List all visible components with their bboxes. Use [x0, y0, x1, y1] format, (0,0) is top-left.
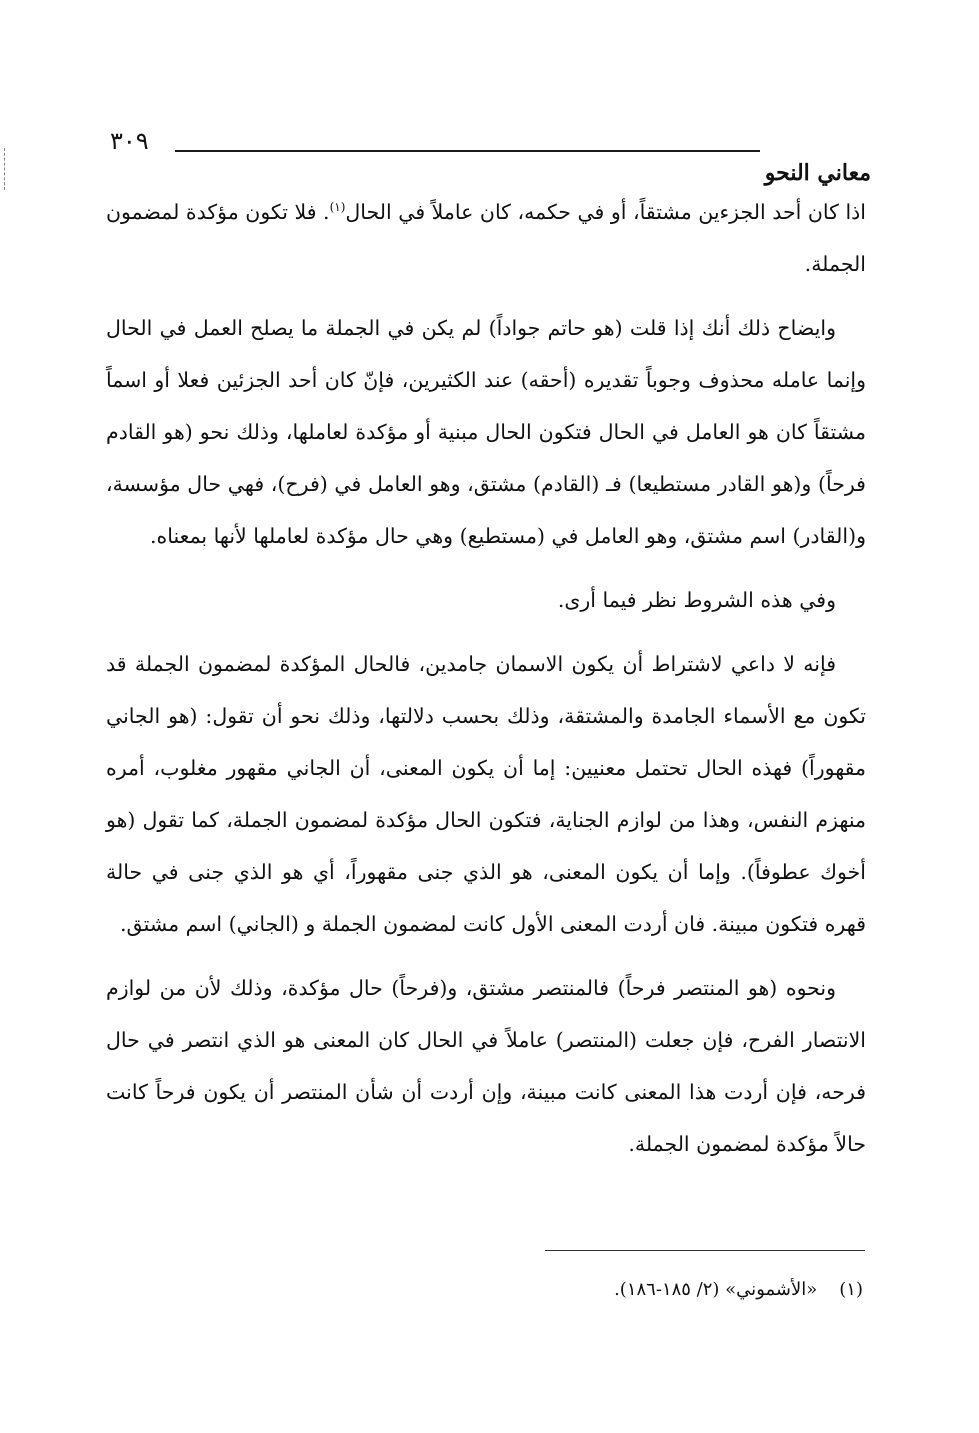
running-head: معاني النحو: [764, 160, 871, 186]
body-text: [106, 186, 866, 1182]
paragraph-2: وايضاح ذلك أنك إذا قلت (هو حاتم جواداً) لم يكن في الجملة ما يصلح العمل في الحال وإنما عامله محذوف وجوباً تقديره (أحقه) عند الكثيرين، فإنّ كان أحد الجزئين فعلا أو اسماً مشتقاً كان هو العامل في الحال فتكون الحال مبنية أو مؤكدة لعاملها، وذلك نحو (هو القادم فرحاً) و(هو القادر مستطيعا) فـ (القادم) مشتق، وهو العامل في (فرح)، فهي حال مؤسسة، و(القادر) اسم مشتق، وهو العامل في (مستطيع) وهي حال مؤكدة لعاملها لأنها بمعناه.: [106, 316, 866, 548]
paragraph-1-text: اذا كان أحد الجزءين مشتقاً، أو في حكمه، كان عاملاً في الحال: [345, 200, 866, 224]
paragraph-5: ونحوه (هو المنتصر فرحاً) فالمنتصر مشتق، و(فرحاً) حال مؤكدة، وذلك لأن من لوازم الانتصار الفرح، فإن جعلت (المنتصر) عاملاً في الحال كان المعنى هو الذي انتصر في حال فرحه، فإن أردت هذا المعنى كانت مبينة، وإن أردت أن شأن المنتصر أن يكون فرحاً كانت حالاً مؤكدة لمضمون الجملة.: [106, 976, 866, 1156]
footnote-reference: (١): [329, 200, 346, 215]
paragraph-3: وفي هذه الشروط نظر فيما أرى.: [557, 588, 836, 612]
footnote-number: (١): [839, 1279, 863, 1300]
paragraph-4: فإنه لا داعي لاشتراط أن يكون الاسمان جامدين، فالحال المؤكدة لمضمون الجملة قد تكون مع الأسماء الجامدة والمشتقة، وذلك بحسب دلالتها، وذلك نحو أن تقول: (هو الجاني مقهوراً) فهذه الحال تحتمل معنيين: إما أن يكون المعنى، أن الجاني مقهور مغلوب، أمره منهزم النفس، وهذا من لوازم الجناية، فتكون الحال مؤكدة لمضمون الجملة، كما تقول (هو أخوك عطوفاً). وإما أن يكون المعنى، هو الذي جنى مقهوراً، أي هو الذي جنى في حالة قهره فتكون مبينة. فان أردت المعنى الأول كانت لمضمون الجملة و (الجاني) اسم مشتق.: [106, 652, 866, 936]
binding-edge-mark: [4, 148, 7, 190]
paragraph-1: [106, 186, 866, 290]
footnote: [400, 1275, 863, 1305]
paragraph-1-text-end: . فلا تكون مؤكدة لمضمون الجملة.: [106, 200, 866, 276]
header-rule: [175, 150, 760, 152]
page-number: ٣٠٩: [110, 127, 149, 155]
footnote-rule: [545, 1250, 865, 1251]
footnote-text: «الأشموني» (٢/ ١٨٥-١٨٦).: [614, 1279, 818, 1300]
